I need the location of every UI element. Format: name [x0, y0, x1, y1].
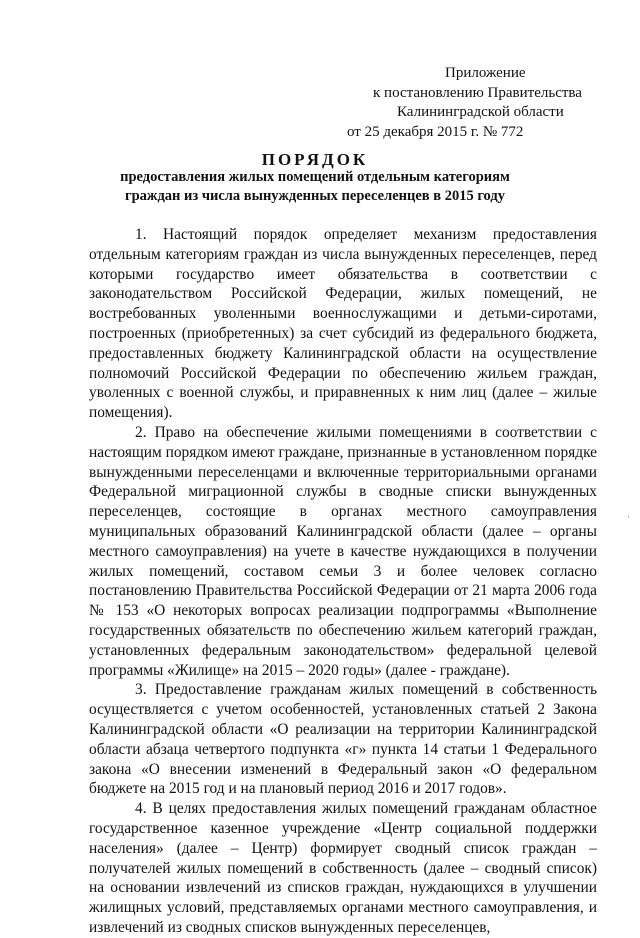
paragraph-text: Право на обеспечение жилыми помещениями в соответствии с настоящим порядком имеют граждане, признанные в установленном порядке вынужденными переселенцами и включенные территориальными органами Федеральной миграционной службы в сводные списки вынужденных переселенцев, состоящие в органах местного самоуправления муниципальных образований Калининградской области (далее – органы местного самоуправления) на учете в качестве нуждающихся в получении жилых помещений, составом семьи 3 и более человек согласно постановлению Правительства Российской Федерации от 21 марта 2006 года № 153 «О некоторых вопросах реализации подпрограммы «Выполнение государственных обязательств по обеспечению жильем категорий граждан, установленных федеральным законодательством» федеральной целевой программы «Жилище» на 2015 – 2020 годы» (далее - граждане). — [89, 423, 597, 679]
paragraph-1 — [89, 225, 597, 423]
appendix-date-number: от 25 декабря 2015 г. № 772 — [347, 123, 524, 140]
paragraph-text: Настоящий порядок определяет механизм предоставления отдельным категориям граждан из числа вынужденных переселенцев, перед которыми государство имеет обязательства в соответствии с законодательством Российской Федерации, жилых помещений, не востребованных уволенными военнослужащими и детьми-сиротами, построенных (приобретенных) за счет субсидий из федерального бюджета, предоставленных бюджету Калининградской области на осуществление полномочий Российской Федерации по обеспечению жильем граждан, уволенных с военной службы, и приравненных к ним лиц (далее – жилые помещения). — [89, 226, 597, 422]
paragraph-4 — [89, 799, 597, 938]
appendix-resolution-ref: к постановлению Правительства — [373, 84, 582, 101]
paragraph-text: Предоставление гражданам жилых помещений в собственность осуществляется с учетом особенностей, установленных статьей 2 Закона Калининградской области «О реализации на территории Калининградской области абзаца четвертого подпункта «г» пункта 14 статьи 1 Федерального закона «О внесении изменений в Федеральный закон «О федеральном бюджете на 2015 год и на плановый период 2016 и 2017 годов». — [89, 681, 597, 798]
appendix-header — [345, 64, 595, 142]
document-body — [89, 225, 597, 938]
document-title: ПОРЯДОК — [261, 150, 369, 169]
appendix-region: Калининградской области — [397, 104, 564, 120]
paragraph-number: 3. — [135, 681, 147, 699]
subtitle-line-2: граждан из числа вынужденных переселенцев в 2015 году — [125, 188, 505, 204]
paragraph-number: 2. — [135, 423, 147, 441]
appendix-label: Приложение — [445, 65, 526, 81]
margin-mark: ʿ — [627, 515, 630, 525]
paragraph-2 — [89, 423, 597, 680]
paragraph-number: 4. — [135, 800, 147, 818]
paragraph-3 — [89, 680, 597, 799]
document-subtitle — [80, 168, 550, 206]
subtitle-line-1: предоставления жилых помещений отдельным категориям — [120, 169, 510, 185]
paragraph-number: 1. — [135, 226, 147, 243]
paragraph-text: В целях предоставления жилых помещений гражданам областное государственное казенное учреждение «Центр социальной поддержки населения» (далее – Центр) формирует сводный список граждан – получателей жилых помещений в собственность (далее – сводный список) на основании извлечений из списков граждан, нуждающихся в улучшении жилищных условий, представляемых органами местного самоуправления, и извлечений из сводных списков вынужденных переселенцев, — [89, 800, 597, 936]
